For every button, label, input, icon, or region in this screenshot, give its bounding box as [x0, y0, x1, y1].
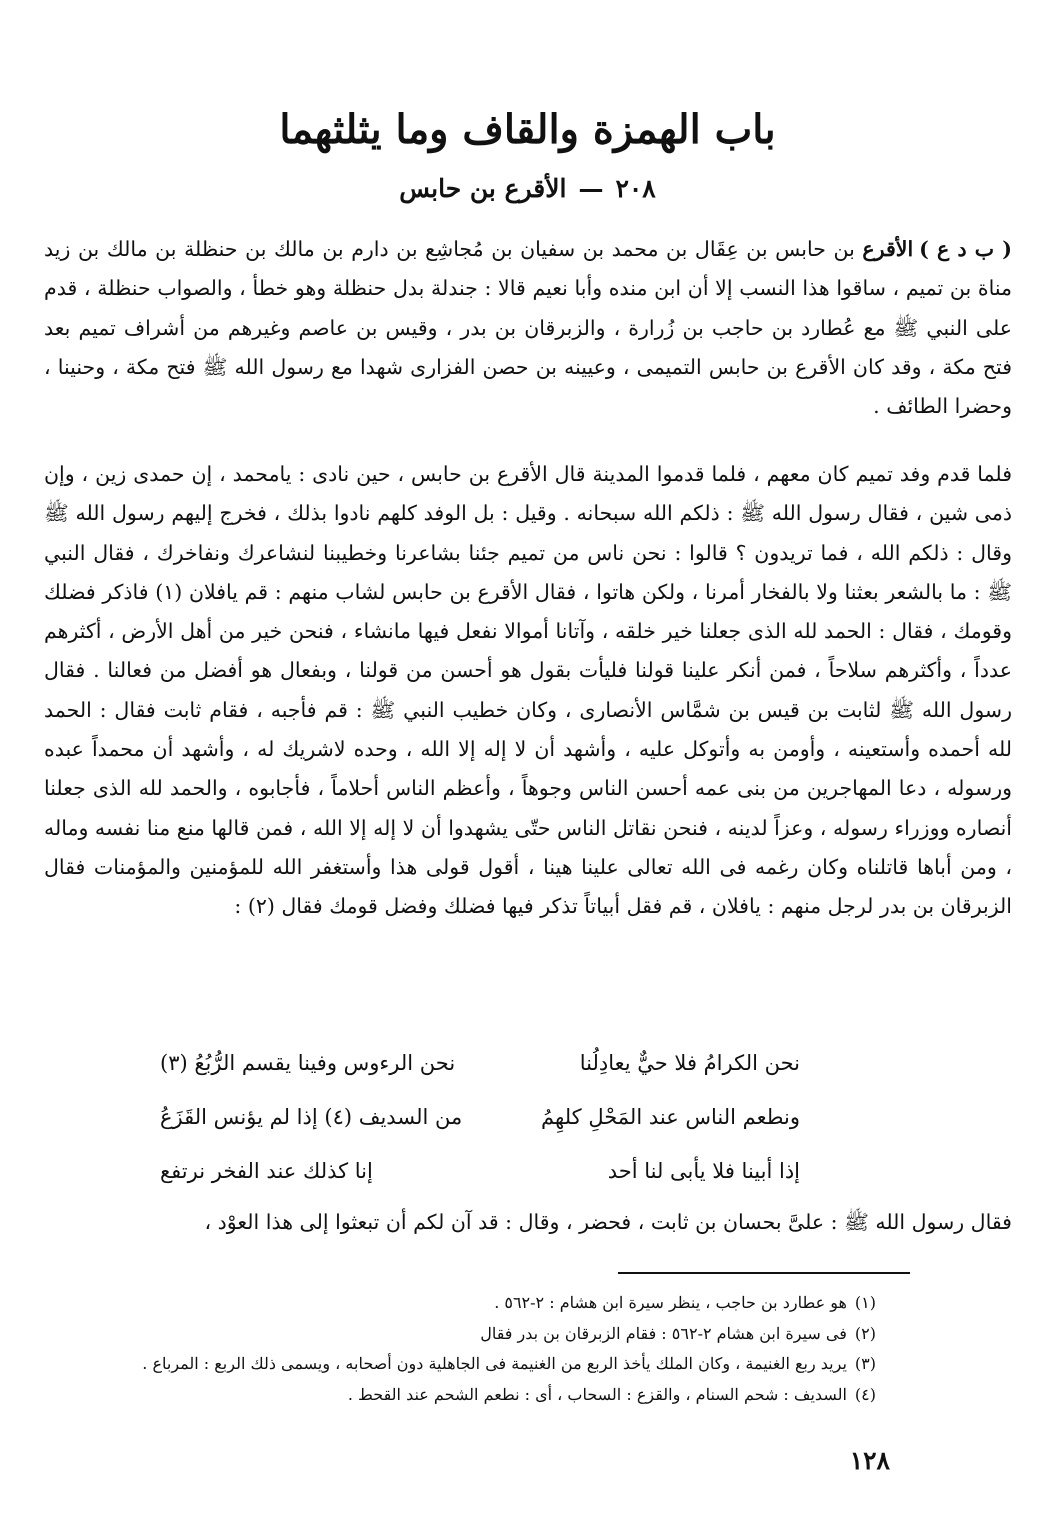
paragraph-2: فلما قدم وفد تميم كان معهم ، فلما قدموا المدينة قال الأقرع بن حابس ، حين نادى : يامحمد ، إن حمدى زين ، وإن ذمى شين ، فقال رسول الله ﷺ : ذلكم الله سبحانه . وقيل : بل الوفد كلهم نادوا بذلك ، فخرج إليهم رسول الله ﷺ وقال : ذلكم الله ، فما تريدون ؟ قالوا : نحن ناس من تميم جئنا بشاعرنا وخطيبنا لنشاعرك ونفاخرك ، فقال النبي ﷺ : ما بالشعر بعثنا ولا بالفخار أمرنا ، ولكن هاتوا ، فقال الأقرع بن حابس لشاب منهم : قم يافلان (۱) فاذكر فضلك وقومك ، فقال : الحمد لله الذى جعلنا خير خلقه ، وآتانا أموالا نفعل فيها مانشاء ، فنحن خير من أهل الأرض ، أكثرهم عدداً ، وأكثرهم سلاحاً ، فمن أنكر علينا قولنا فليأت بقول هو أحسن من قولنا ، وبفعال هو أفضل من فعالنا . فقال رسول الله ﷺ لثابت بن قيس بن شمَّاس الأنصارى ، وكان خطيب النبي ﷺ : قم فأجبه ، فقام ثابت فقال : الحمد لله أحمده وأستعينه ، وأومن به وأتوكل عليه ، وأشهد أن لا إله إلا الله ، وحده لاشريك له ، وأشهد أن محمداً عبده ورسوله ، دعا المهاجرين من بنى عمه أحسن الناس وجوهاً ، وأعظم الناس أحلاماً ، فأجابوه ، والحمد لله الذى جعلنا أنصاره ووزراء رسوله ، وعزاً لدينه ، فنحن نقاتل الناس حتّى يشهدوا أن لا إله إلا الله ، فمن قالها منع منا نفسه وماله ، ومن أباها قاتلناه وكان رغمه فى الله تعالى علينا هينا ، أقول قولى هذا وأستغفر الله للمؤمنين والمؤمنات فقال الزبرقان بن بدر لرجل منهم : يافلان ، قم فقل أبياتاً تذكر فيها فضلك وفضل قومك فقال (۲) :: [44, 462, 1012, 919]
verse-second-hemistich: إنا كذلك عند الفخر نرتفع: [160, 1159, 373, 1183]
verse-first-hemistich: إذا أبينا فلا يأبى لنا أحد: [607, 1159, 800, 1183]
biography-paragraph: [44, 230, 1012, 426]
verse-second-hemistich: نحن الرءوس وفينا يقسم الرُّبُعُ (۳): [160, 1051, 456, 1075]
verse-second-hemistich: من السديف (٤) إذا لم يؤنس القَزَعُ: [160, 1105, 463, 1129]
footnote: [56, 1349, 876, 1380]
footnote: [56, 1319, 876, 1350]
footnote-number: (٤): [854, 1384, 876, 1404]
entry-heading: [160, 172, 895, 206]
footnote-number: (۳): [854, 1354, 876, 1373]
footnote-number: (۲): [854, 1323, 876, 1343]
page-number: ۱۲۸: [849, 1446, 890, 1475]
footnote-text: يريد ربع الغنيمة ، وكان الملك يأخذ الربع من الغنيمة فى الجاهلية دون أصحابه ، ويسمى ذلك الربع : المرباع .: [142, 1354, 847, 1373]
footnote: [56, 1288, 876, 1319]
footnote-text: هو عطارد بن حاجب ، ينظر سيرة ابن هشام : ۲-٥٦۲ .: [494, 1293, 847, 1312]
entry-number: ۲۰۸: [615, 174, 656, 203]
chapter-title: باب الهمزة والقاف وما يثلثهما: [279, 106, 776, 153]
poem-verse: [160, 1097, 800, 1151]
source-marker: ( ب د ع ): [919, 237, 1013, 261]
footnote-number: (۱): [854, 1293, 876, 1312]
closing-line: فقال رسول الله ﷺ : علىَّ بحسان بن ثابت ، فحضر ، وقال : قد آن لكم أن تبعثوا إلى هذا العوْد ،: [204, 1210, 1012, 1234]
footnote: [56, 1380, 876, 1411]
verse-first-hemistich: ونطعم الناس عند المَحْلِ كلهِمُ: [541, 1105, 800, 1129]
poem: [160, 1043, 800, 1205]
entry-name: الأقرع بن حابس: [399, 174, 567, 203]
delegation-paragraph: [44, 455, 1012, 927]
footnote-text: فى سيرة ابن هشام ۲-٥٦۲ : فقام الزبرقان بن بدر فقال: [480, 1323, 847, 1343]
footnote-divider: [618, 1272, 910, 1274]
footnote-text: السديف : شحم السنام ، والقزع : السحاب ، أى : نطعم الشحم عند القحط .: [347, 1384, 847, 1404]
poem-verse: [160, 1151, 800, 1205]
entry-dash: —: [578, 174, 604, 203]
footnotes: [56, 1288, 876, 1410]
paragraph-1: [44, 230, 1012, 426]
subject-name: الأقرع: [862, 237, 914, 261]
verse-first-hemistich: نحن الكرامُ فلا حيٌّ يعادِلُنا: [579, 1051, 800, 1075]
paragraph-1-text: بن حابس بن عِقَال بن محمد بن سفيان بن مُجاشِع بن دارم بن مالك بن حنظلة بن مالك بن زيد مناة بن تميم ، ساقوا هذا النسب إلا أن ابن منده وأبا نعيم قالا : جندلة بدل حنظلة وهو خطأ ، والصواب حنظلة ، قدم على النبي ﷺ مع عُطارد بن حاجب بن زُرارة ، والزبرقان بن بدر ، وقيس بن عاصم وغيرهم من أشراف تميم بعد فتح مكة ، وقد كان الأقرع بن حابس التميمى ، وعيينه بن حصن الفزارى شهدا مع رسول الله ﷺ فتح مكة ، وحنينا ، وحضرا الطائف .: [44, 237, 1012, 419]
poem-verse: [160, 1043, 800, 1097]
